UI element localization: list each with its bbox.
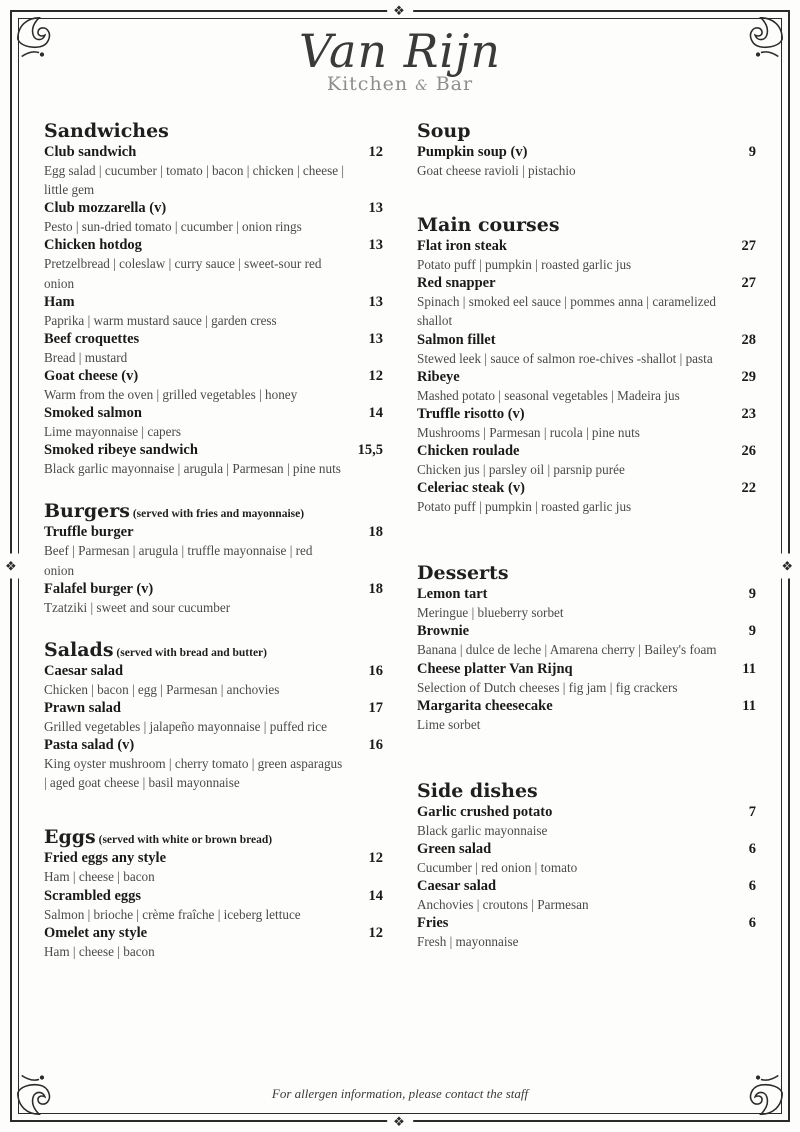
section-title-note: (served with fries and mayonnaise)	[129, 508, 305, 521]
menu-item-name: Brownie	[417, 623, 470, 640]
menu-item-description: Banana | dulce de leche | Amarena cherry | Bailey's foam	[417, 642, 717, 658]
menu-item-description: Stewed leek | sauce of salmon roe-chives -shallot | pasta	[417, 350, 713, 366]
menu-item-price: 12	[368, 850, 383, 867]
menu-item-description: Tzatziki | sweet and sour cucumber	[44, 599, 231, 615]
allergen-note: For allergen information, please contact the staff	[271, 1086, 529, 1101]
menu-item	[417, 443, 756, 479]
menu-item-name: Chicken roulade	[417, 442, 520, 459]
menu-item-name: Celeriac steak (v)	[417, 480, 525, 497]
menu-item-description: Chicken jus | parsley oil | parsnip purée	[417, 461, 625, 477]
menu-columns	[44, 120, 756, 1076]
restaurant-name: Van Rijn	[299, 24, 501, 78]
menu-item-price: 23	[741, 405, 756, 422]
menu-item-head	[44, 925, 383, 942]
menu-item-description: Lime sorbet	[417, 716, 481, 732]
menu-item-description: Mashed potato | seasonal vegetables | Madeira jus	[417, 387, 680, 403]
menu-item-price: 11	[742, 697, 756, 714]
menu-item-name: Margarita cheesecake	[417, 697, 553, 714]
menu-item-price: 12	[368, 924, 383, 941]
menu-item-head	[417, 144, 756, 161]
menu-item-description: Black garlic mayonnaise	[417, 822, 548, 838]
menu-item-head	[44, 737, 383, 754]
menu-item	[44, 237, 383, 292]
menu-item-description: King oyster mushroom | cherry tomato | green asparagus | aged goat cheese | basil mayonnaise	[44, 756, 343, 791]
menu-item-price: 12	[368, 144, 383, 160]
menu-item	[44, 700, 383, 736]
menu-item-price: 9	[748, 586, 756, 603]
menu-item-price: 26	[741, 442, 756, 459]
diamond-ornament-icon: ❖	[781, 554, 795, 579]
menu-item-head	[44, 581, 383, 598]
menu-item-name: Beef croquettes	[44, 330, 140, 347]
menu-item-description: Egg salad | cucumber | tomato | bacon | chicken | cheese | little gem	[44, 163, 344, 198]
menu-item-head	[44, 144, 383, 161]
menu-item-description: Anchovies | croutons | Parmesan	[417, 897, 589, 913]
menu-item-head	[44, 663, 383, 680]
menu-item-head	[417, 698, 756, 715]
menu-item-name: Ham	[44, 293, 75, 310]
menu-item-name: Caesar salad	[417, 878, 497, 895]
menu-item-name: Caesar salad	[44, 662, 124, 679]
menu-item-name: Club sandwich	[44, 144, 137, 160]
menu-item-description: Ham | cheese | bacon	[44, 943, 155, 959]
tagline-ampersand: &	[415, 77, 429, 94]
menu-item-price: 17	[368, 699, 383, 716]
menu-item	[44, 888, 383, 924]
menu-item-price: 22	[741, 480, 756, 497]
section-spacer	[44, 973, 383, 983]
diamond-ornament-icon: ❖	[5, 554, 19, 579]
menu-item-name: Truffle risotto (v)	[417, 405, 525, 422]
menu-section	[417, 562, 756, 734]
menu-item-name: Pumpkin soup (v)	[417, 144, 528, 160]
menu-item-price: 6	[748, 878, 756, 895]
menu-item-name: Truffle burger	[44, 524, 134, 541]
menu-item-head	[44, 700, 383, 717]
menu-column-right	[409, 120, 756, 1076]
section-title	[44, 500, 383, 522]
menu-item-name: Green salad	[417, 840, 492, 857]
menu-item	[44, 581, 383, 617]
menu-item	[44, 368, 383, 404]
menu-item-price: 28	[741, 331, 756, 348]
menu-section	[417, 780, 756, 952]
section-title	[417, 214, 756, 236]
menu-item-name: Cheese platter Van Rijnq	[417, 660, 573, 677]
section-spacer	[44, 804, 383, 826]
menu-item-head	[417, 332, 756, 349]
menu-item-name: Falafel burger (v)	[44, 580, 154, 597]
menu-item	[44, 925, 383, 961]
section-title-note: (served with bread and butter)	[113, 646, 267, 659]
section-spacer	[417, 746, 756, 780]
menu-item-description: Mushrooms | Parmesan | rucola | pine nuts	[417, 424, 640, 440]
menu-item-name: Flat iron steak	[417, 238, 507, 255]
section-title-text: Burgers	[44, 500, 130, 523]
menu-item-description: Selection of Dutch cheeses | fig jam | fig crackers	[417, 679, 678, 695]
menu-item-price: 29	[741, 368, 756, 385]
menu-item-description: Potato puff | pumpkin | roasted garlic jus	[417, 499, 632, 515]
menu-item-description: Warm from the oven | grilled vegetables | honey	[44, 386, 298, 402]
diamond-ornament-icon: ❖	[387, 4, 413, 17]
menu-item	[44, 294, 383, 330]
section-spacer	[44, 629, 383, 639]
section-title-text: Main courses	[417, 214, 560, 237]
menu-item-head	[44, 200, 383, 217]
menu-item-name: Lemon tart	[417, 586, 488, 603]
menu-item-head	[44, 368, 383, 385]
menu-item	[417, 406, 756, 442]
menu-item-description: Fresh | mayonnaise	[417, 934, 519, 950]
menu-item-description: Beef | Parmesan | arugula | truffle mayonnaise | red onion	[44, 543, 313, 578]
menu-item-price: 18	[368, 580, 383, 597]
menu-item-price: 13	[368, 330, 383, 347]
menu-item-price: 13	[368, 200, 383, 217]
menu-section	[44, 826, 383, 960]
menu-section	[44, 500, 383, 616]
menu-item-description: Black garlic mayonnaise | arugula | Parmesan | pine nuts	[44, 461, 341, 477]
section-title	[44, 639, 383, 661]
menu-item-description: Bread | mustard	[44, 349, 128, 365]
menu-item	[417, 144, 756, 180]
menu-item-price: 14	[368, 405, 383, 422]
menu-item-description: Lime mayonnaise | capers	[44, 424, 182, 440]
menu-item-head	[44, 405, 383, 422]
menu-item	[417, 661, 756, 697]
menu-item	[44, 405, 383, 441]
menu-item-name: Scrambled eggs	[44, 887, 142, 904]
menu-item-description: Paprika | warm mustard sauce | garden cress	[44, 312, 277, 328]
section-title-text: Soup	[417, 120, 471, 142]
menu-item-price: 12	[368, 367, 383, 384]
menu-item	[44, 850, 383, 886]
menu-item-head	[44, 442, 383, 459]
restaurant-tagline	[0, 73, 800, 95]
menu-item-head	[44, 331, 383, 348]
menu-item-description: Meringue | blueberry sorbet	[417, 605, 564, 621]
menu-item-name: Red snapper	[417, 275, 496, 292]
section-title	[417, 120, 756, 142]
menu-item-name: Fried eggs any style	[44, 850, 167, 867]
menu-item-price: 6	[748, 840, 756, 857]
menu-item	[44, 524, 383, 579]
menu-section	[44, 120, 383, 478]
menu-item-description: Grilled vegetables | jalapeño mayonnaise | puffed rice	[44, 718, 327, 734]
section-title	[417, 780, 756, 802]
menu-item-description: Ham | cheese | bacon	[44, 869, 155, 885]
menu-item-description: Pretzelbread | coleslaw | curry sauce | sweet-sour red onion	[44, 256, 322, 291]
menu-item-head	[417, 406, 756, 423]
menu-item	[44, 442, 383, 478]
menu-item	[417, 238, 756, 274]
menu-item-price: 6	[748, 915, 756, 932]
menu-item	[417, 275, 756, 330]
menu-item-head	[44, 524, 383, 541]
menu-item	[417, 698, 756, 734]
section-spacer	[417, 963, 756, 973]
menu-item	[44, 200, 383, 236]
menu-item-name: Smoked ribeye sandwich	[44, 442, 198, 459]
section-spacer	[44, 490, 383, 500]
menu-item-price: 7	[748, 803, 756, 820]
menu-item-head	[44, 294, 383, 311]
menu-item-head	[417, 878, 756, 895]
menu-item-price: 13	[368, 237, 383, 254]
menu-item-name: Prawn salad	[44, 699, 121, 716]
menu-item-head	[417, 238, 756, 255]
menu-item	[44, 737, 383, 792]
section-spacer	[417, 192, 756, 214]
section-title-text: Eggs	[44, 826, 96, 849]
menu-item-head	[417, 915, 756, 932]
menu-item-price: 14	[368, 887, 383, 904]
menu-item-name: Chicken hotdog	[44, 237, 142, 254]
section-title	[417, 562, 756, 584]
menu-item-description: Chicken | bacon | egg | Parmesan | anchovies	[44, 681, 280, 697]
section-title-text: Desserts	[417, 562, 509, 585]
menu-item-head	[44, 237, 383, 254]
menu-item	[417, 623, 756, 659]
menu-item-price: 11	[742, 660, 756, 677]
menu-item-name: Pasta salad (v)	[44, 737, 135, 754]
menu-item-price: 16	[368, 662, 383, 679]
menu-item-name: Ribeye	[417, 368, 460, 385]
menu-item-price: 9	[748, 144, 756, 160]
menu-item	[44, 331, 383, 367]
menu-item-price: 27	[741, 238, 756, 255]
menu-item-head	[417, 369, 756, 386]
menu-section	[417, 214, 756, 516]
menu-item-head	[417, 480, 756, 497]
menu-item-description: Salmon | brioche | crème fraîche | iceberg lettuce	[44, 906, 301, 922]
menu-item-head	[417, 841, 756, 858]
menu-item	[417, 878, 756, 914]
menu-item-head	[417, 661, 756, 678]
menu-item-head	[44, 888, 383, 905]
menu-item-head	[417, 443, 756, 460]
menu-section	[417, 120, 756, 180]
menu-item	[417, 369, 756, 405]
menu-item	[417, 586, 756, 622]
menu-item	[44, 663, 383, 699]
menu-item-price: 16	[368, 737, 383, 754]
menu-column-left	[44, 120, 391, 1076]
menu-item-description: Potato puff | pumpkin | roasted garlic jus	[417, 257, 632, 273]
restaurant-logo	[0, 26, 800, 95]
menu-item-head	[44, 850, 383, 867]
menu-item-description: Cucumber | red onion | tomato	[417, 859, 578, 875]
menu-item	[417, 804, 756, 840]
menu-item-name: Salmon fillet	[417, 331, 496, 348]
menu-item-head	[417, 275, 756, 292]
menu-item-name: Garlic crushed potato	[417, 803, 553, 820]
menu-item-description: Spinach | smoked eel sauce | pommes anna | caramelized shallot	[417, 294, 717, 329]
menu-item-price: 13	[368, 293, 383, 310]
diamond-ornament-icon: ❖	[387, 1115, 413, 1128]
section-spacer	[417, 528, 756, 562]
menu-section	[44, 639, 383, 793]
menu-item-head	[417, 623, 756, 640]
section-title-text: Sandwiches	[44, 120, 169, 142]
section-title-text: Salads	[44, 638, 114, 661]
menu-item	[417, 915, 756, 951]
menu-item-price: 27	[741, 275, 756, 292]
menu-item-head	[417, 804, 756, 821]
section-title-text: Side dishes	[417, 779, 538, 802]
menu-item	[44, 144, 383, 199]
menu-item-name: Club mozzarella (v)	[44, 200, 167, 217]
menu-item-description: Pesto | sun-dried tomato | cucumber | onion rings	[44, 219, 302, 235]
tagline-kitchen: Kitchen	[326, 72, 409, 95]
menu-item-price: 15,5	[357, 442, 383, 459]
menu-item-price: 9	[748, 623, 756, 640]
menu-item-name: Smoked salmon	[44, 405, 142, 422]
menu-item-name: Fries	[417, 915, 449, 932]
menu-item-head	[417, 586, 756, 603]
menu-item	[417, 480, 756, 516]
section-title	[44, 120, 383, 142]
menu-item	[417, 332, 756, 368]
section-title	[44, 826, 383, 848]
menu-item-description: Goat cheese ravioli | pistachio	[417, 163, 576, 178]
tagline-bar: Bar	[435, 72, 474, 95]
section-title-note: (served with white or brown bread)	[95, 834, 273, 847]
menu-item-price: 18	[368, 524, 383, 541]
menu-item-name: Omelet any style	[44, 924, 148, 941]
menu-item	[417, 841, 756, 877]
menu-item-name: Goat cheese (v)	[44, 367, 139, 384]
